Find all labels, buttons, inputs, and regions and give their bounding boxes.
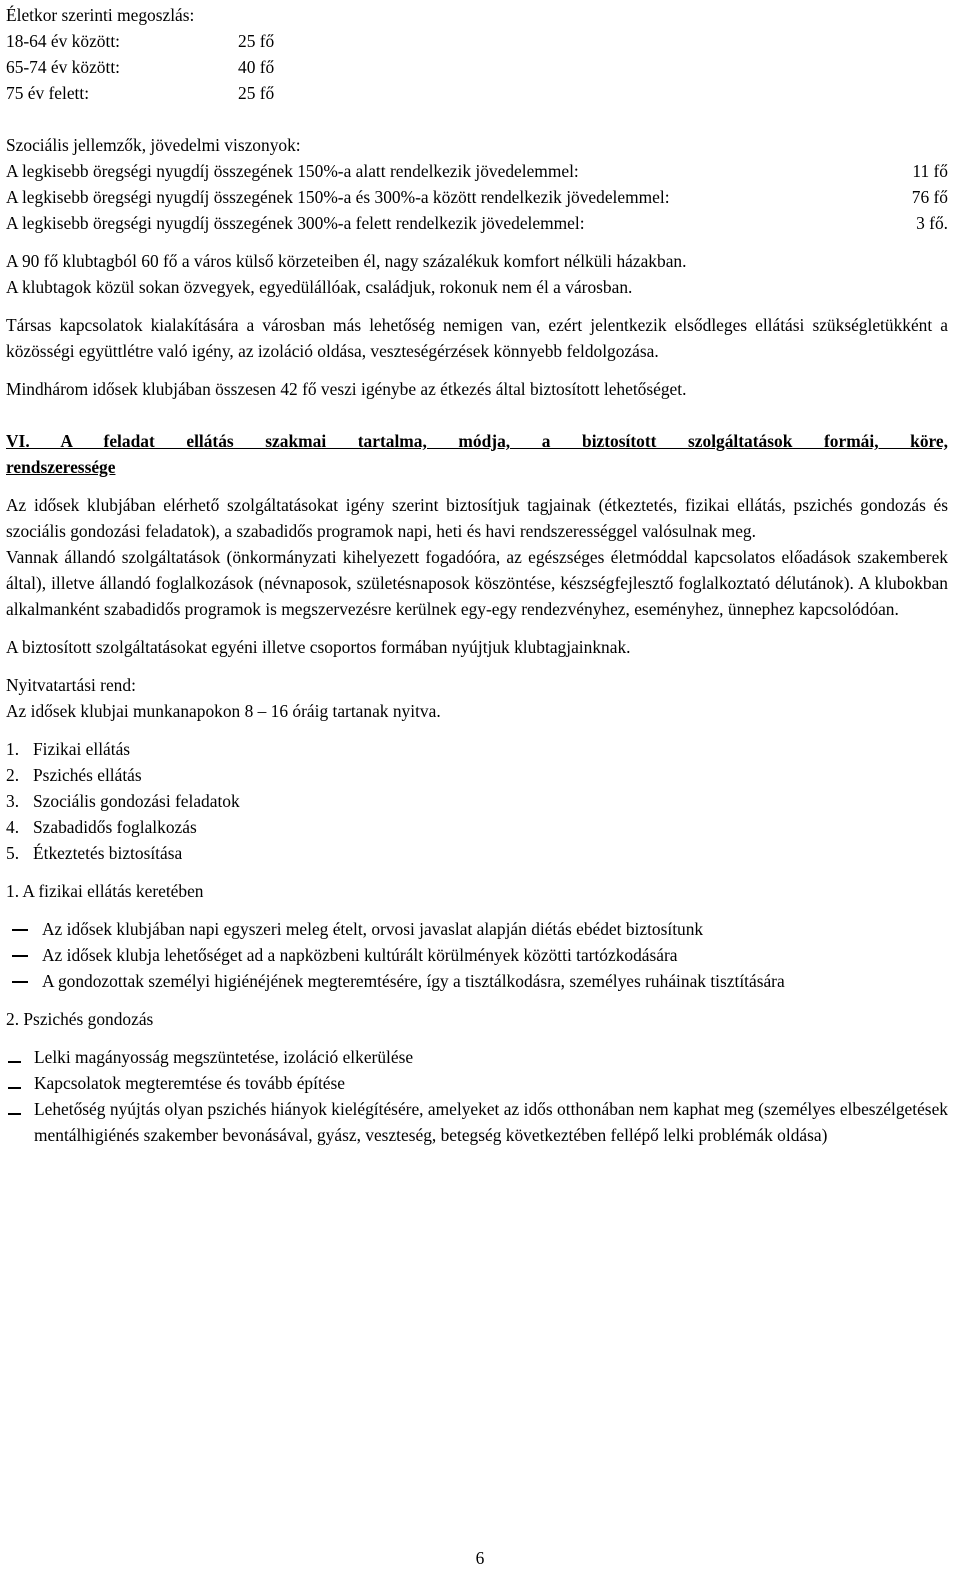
- physical-care-title: 1. A fizikai ellátás keretében: [6, 881, 204, 901]
- dash-bullet-icon: [6, 968, 42, 994]
- members-line: A 90 fő klubtagból 60 fő a város külső körzeteiben él, nagy százalékuk komfort nélküli házakban.: [6, 251, 687, 271]
- list-item: [6, 1096, 948, 1148]
- list-item: [6, 1070, 948, 1096]
- age-row-label: 18-64 év között:: [6, 31, 120, 51]
- age-row-label: 65-74 év között:: [6, 57, 120, 77]
- page-number: 6: [475, 1548, 485, 1568]
- age-row-value: 40 fő: [238, 57, 275, 77]
- social-row-label: A legkisebb öregségi nyugdíj összegének 150%-a és 300%-a között rendelkezik jövedelemmel:: [6, 187, 670, 207]
- dash-bullet-icon: [6, 942, 42, 968]
- list-item-label: Szociális gondozási feladatok: [33, 791, 240, 811]
- list-item-label: Fizikai ellátás: [33, 739, 131, 759]
- social-row-value: 11 fő: [912, 161, 948, 181]
- social-row-value: 76 fő: [911, 187, 948, 207]
- list-item: [6, 942, 948, 968]
- social-row: [6, 210, 948, 236]
- age-row: [6, 28, 948, 54]
- dash-bullet-icon: [6, 916, 42, 942]
- dash-bullet-icon: [6, 1096, 34, 1148]
- social-row-label: A legkisebb öregségi nyugdíj összegének 300%-a felett rendelkezik jövedelemmel:: [6, 213, 585, 233]
- list-item-number: 4.: [6, 817, 20, 837]
- social-section: [6, 132, 948, 236]
- dash-bullet-icon: [6, 1044, 34, 1070]
- social-row-label: A legkisebb öregségi nyugdíj összegének 150%-a alatt rendelkezik jövedelemmel:: [6, 161, 579, 181]
- social-relations-paragraph: Társas kapcsolatok kialakítására a városban más lehetőség nemigen van, ezért jelentkezik elsődleges ellátási szükségletükként a közösségi együttlétre való igény, az izoláció oldása, veszteségérzések könnyebb feldolgozása.: [6, 315, 948, 361]
- mental-care-list: [6, 1044, 948, 1148]
- mental-care-title: 2. Pszichés gondozás: [6, 1009, 154, 1029]
- list-item-text: A gondozottak személyi higiénéjének megteremtésére, így a tisztálkodásra, személyes ruháinak tisztítására: [42, 971, 785, 991]
- list-item-number: 3.: [6, 791, 20, 811]
- list-item: [6, 736, 948, 762]
- list-item-number: 2.: [6, 765, 20, 785]
- members-paragraph: [6, 248, 948, 300]
- opening-text: Az idősek klubjai munkanapokon 8 – 16 óráig tartanak nyitva.: [6, 701, 441, 721]
- social-row: [6, 184, 948, 210]
- list-item: [6, 916, 948, 942]
- list-item-text: Kapcsolatok megteremtése és tovább építése: [34, 1073, 345, 1093]
- list-item-text: Az idősek klubjában napi egyszeri meleg ételt, orvosi javaslat alapján diétás ebédet biztosítunk: [42, 919, 704, 939]
- list-item: [6, 814, 948, 840]
- age-row-value: 25 fő: [238, 83, 275, 103]
- opening-section: [6, 672, 948, 724]
- age-section: [6, 2, 948, 106]
- service-forms-paragraph: A biztosított szolgáltatásokat egyéni illetve csoportos formában nyújtjuk klubtagjainknak.: [6, 637, 631, 657]
- section-heading-line: rendszeressége: [6, 457, 116, 477]
- section-heading-line: VI. A feladat ellátás szakmai tartalma, módja, a biztosított szolgáltatások formái, köre,: [6, 431, 948, 451]
- social-row: [6, 158, 948, 184]
- list-item-label: Pszichés ellátás: [33, 765, 142, 785]
- opening-title: Nyitvatartási rend:: [6, 675, 136, 695]
- list-item-label: Szabadidős foglalkozás: [33, 817, 197, 837]
- social-title: Szociális jellemzők, jövedelmi viszonyok:: [6, 135, 301, 155]
- services-paragraph: Az idősek klubjában elérhető szolgáltatásokat igény szerint biztosítjuk tagjainak (étkeztetés, fizikai ellátás, pszichés gondozás és szociális gondozási feladatok), a szabadidős programok napi, heti és havi rendszerességgel valósulnak meg.: [6, 495, 948, 541]
- age-row-value: 25 fő: [238, 31, 275, 51]
- list-item-number: 1.: [6, 739, 20, 759]
- age-title: Életkor szerinti megoszlás:: [6, 5, 195, 25]
- members-line: A klubtagok közül sokan özvegyek, egyedülállóak, családjuk, rokonuk nem él a városban.: [6, 277, 633, 297]
- physical-care-list: [6, 916, 948, 994]
- services-list: [6, 736, 948, 866]
- age-row: [6, 54, 948, 80]
- meals-paragraph: Mindhárom idősek klubjában összesen 42 fő veszi igénybe az étkezés által biztosított lehetőséget.: [6, 379, 687, 399]
- list-item-text: Az idősek klubja lehetőséget ad a napközbeni kultúrált körülmények közötti tartózkodására: [42, 945, 678, 965]
- section-heading: [6, 428, 948, 480]
- list-item-label: Étkeztetés biztosítása: [33, 843, 183, 863]
- list-item: [6, 788, 948, 814]
- age-row: [6, 80, 948, 106]
- age-row-label: 75 év felett:: [6, 83, 90, 103]
- dash-bullet-icon: [6, 1070, 34, 1096]
- social-row-value: 3 fő.: [916, 213, 948, 233]
- list-item: [6, 968, 948, 994]
- list-item-number: 5.: [6, 843, 20, 863]
- list-item: [6, 1044, 948, 1070]
- permanent-services-paragraph: Vannak állandó szolgáltatások (önkormányzati kihelyezett fogadóóra, az egészséges életmóddal kapcsolatos előadások szakemberek által), illetve állandó foglalkozások (névnaposok, születésnaposok köszöntése, készségfejlesztő foglalkoztató délutánok). A klubokban alkalmanként szabadidős programok is megszervezésre kerülnek egy-egy rendezvényhez, eseményhez, ünnephez kapcsolódóan.: [6, 547, 948, 619]
- list-item-text: Lehetőség nyújtás olyan pszichés hiányok kielégítésére, amelyeket az idős otthonában nem kaphat meg (személyes elbeszélgetések mentálhigiénés szakember bevonásával, gyász, veszteség, betegség következtében fellépő lelki problémák oldása): [34, 1099, 948, 1145]
- list-item: [6, 840, 948, 866]
- list-item-text: Lelki magányosság megszüntetése, izoláció elkerülése: [34, 1047, 414, 1067]
- list-item: [6, 762, 948, 788]
